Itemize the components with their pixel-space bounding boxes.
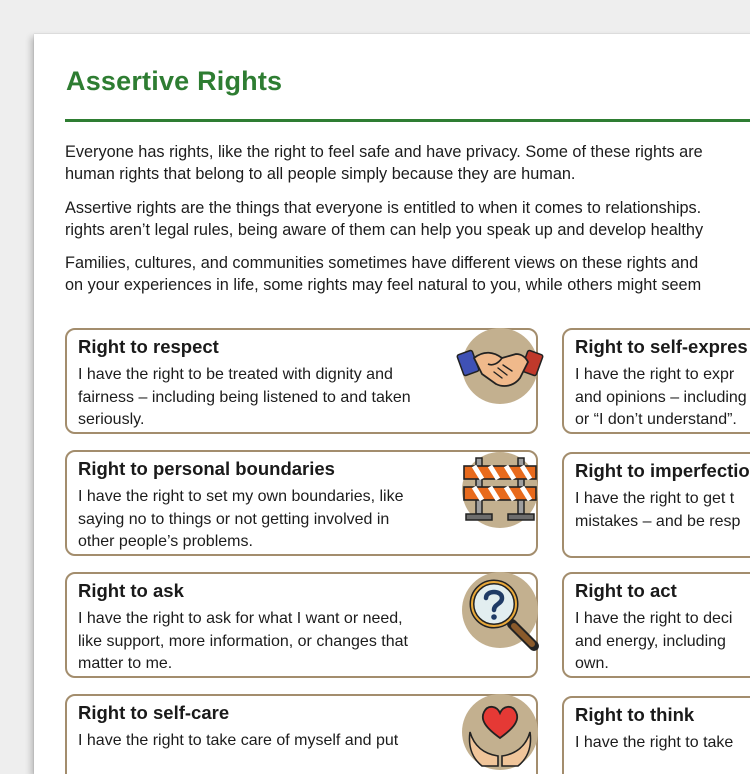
card-title: Right to personal boundaries	[78, 458, 335, 479]
card-body	[575, 364, 747, 432]
intro-paragraph-1	[65, 141, 750, 185]
intro-paragraph-3	[65, 252, 750, 296]
card-body-line: I have the right to be treated with dignity and	[78, 366, 393, 383]
card-body	[78, 364, 411, 432]
card-right-to-self-expression	[562, 328, 750, 434]
card-body-line: I have the right to deci	[575, 610, 733, 627]
card-title: Right to think	[575, 704, 695, 725]
card-body-line: matter to me.	[78, 655, 173, 672]
card-body-line: seriously.	[78, 411, 145, 428]
question-magnifier-icon	[462, 572, 538, 648]
card-right-to-imperfection	[562, 452, 750, 558]
card-body	[575, 608, 732, 676]
card-body	[575, 732, 733, 755]
card-body-line: like support, more information, or changes that	[78, 632, 408, 650]
card-body	[575, 488, 740, 533]
card-title: Right to ask	[78, 580, 184, 601]
card-body-line: fairness – including being listened to and taken	[78, 388, 411, 406]
card-body-line: and energy, including	[575, 632, 726, 650]
card-body	[78, 730, 398, 753]
title-divider	[65, 119, 750, 122]
page-title: Assertive Rights	[66, 66, 283, 96]
intro-paragraph-1-line-1: Everyone has rights, like the right to feel safe and have privacy. Some of these rights are	[65, 143, 703, 161]
card-body-line: I have the right to expr	[575, 366, 735, 383]
card-body-line: saying no to things or not getting involved in	[78, 510, 390, 528]
card-title: Right to self-care	[78, 702, 230, 723]
card-body	[78, 486, 404, 554]
intro-paragraph-2-line-2: rights aren’t legal rules, being aware of them can help you speak up and develop healthy	[65, 221, 704, 239]
card-right-to-think	[562, 696, 750, 774]
card-title: Right to self-expres	[575, 336, 748, 357]
card-body-line: I have the right to get t	[575, 490, 735, 507]
card-body-line: other people’s problems.	[78, 533, 253, 550]
barricade-icon	[462, 452, 538, 528]
card-body-line: mistakes – and be resp	[575, 512, 741, 530]
handshake-icon	[462, 328, 538, 404]
card-body	[78, 608, 408, 676]
intro-paragraph-2-line-1: Assertive rights are the things that everyone is entitled to when it comes to relationships.	[65, 199, 702, 217]
intro-paragraph-1-line-2: human rights that belong to all people simply because they are human.	[65, 165, 576, 183]
worksheet-page	[34, 34, 750, 774]
intro-paragraph-3-line-2: on your experiences in life, some rights may feel natural to you, while others might seem	[65, 276, 702, 294]
card-body-line: I have the right to set my own boundaries, like	[78, 488, 404, 505]
intro-paragraph-2	[65, 197, 750, 241]
card-body-line: own.	[575, 655, 609, 672]
card-body-line: I have the right to ask for what I want or need,	[78, 610, 403, 627]
card-body-line: or “I don’t understand”.	[575, 411, 737, 428]
card-right-to-act	[562, 572, 750, 678]
card-title: Right to act	[575, 580, 677, 601]
card-title: Right to respect	[78, 336, 219, 357]
card-body-line: and opinions – including	[575, 388, 747, 406]
card-body-line: I have the right to take	[575, 734, 734, 751]
heart-hands-icon	[462, 694, 538, 770]
card-title: Right to imperfectio	[575, 460, 750, 481]
intro-paragraph-3-line-1: Families, cultures, and communities sometimes have different views on these rights and	[65, 254, 699, 272]
card-body-line: I have the right to take care of myself and put	[78, 732, 399, 749]
